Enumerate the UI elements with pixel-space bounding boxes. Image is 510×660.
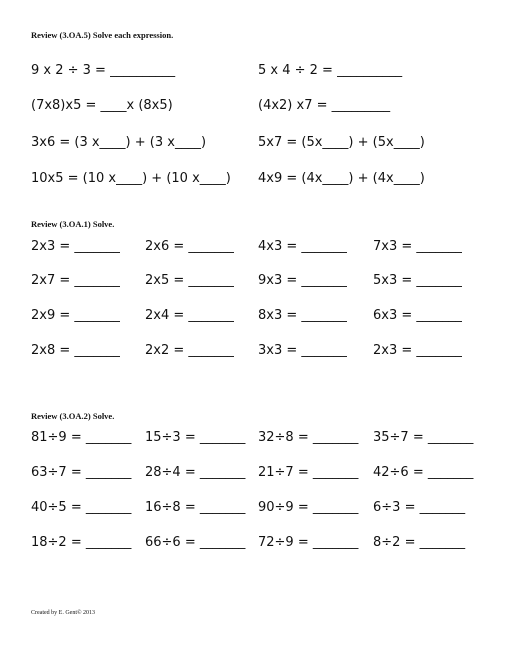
problem-3oa1-15: 3x3 = _______ bbox=[258, 343, 347, 358]
problem-3oa2-6: 28÷4 = _______ bbox=[145, 465, 246, 480]
problem-3oa1-14: 2x2 = _______ bbox=[145, 343, 234, 358]
problem-3oa2-3: 32÷8 = _______ bbox=[258, 430, 359, 445]
problem-3oa5-1: 9 x 2 ÷ 3 = __________ bbox=[31, 63, 176, 78]
problem-3oa5-2: 5 x 4 ÷ 2 = __________ bbox=[258, 63, 403, 78]
problem-3oa1-16: 2x3 = _______ bbox=[373, 343, 462, 358]
problem-3oa2-13: 18÷2 = _______ bbox=[31, 535, 132, 550]
problem-3oa1-7: 9x3 = _______ bbox=[258, 273, 347, 288]
problem-3oa2-7: 21÷7 = _______ bbox=[258, 465, 359, 480]
problem-3oa1-10: 2x4 = _______ bbox=[145, 308, 234, 323]
problem-3oa5-3: (7x8)x5 = ____x (8x5) bbox=[31, 98, 173, 113]
problem-3oa5-4: (4x2) x7 = _________ bbox=[258, 98, 391, 113]
problem-3oa1-3: 4x3 = _______ bbox=[258, 239, 347, 254]
problem-3oa2-9: 40÷5 = _______ bbox=[31, 500, 132, 515]
problem-3oa1-2: 2x6 = _______ bbox=[145, 239, 234, 254]
problem-3oa5-6: 5x7 = (5x____) + (5x____) bbox=[258, 135, 425, 150]
problem-3oa2-4: 35÷7 = _______ bbox=[373, 430, 474, 445]
problem-3oa2-15: 72÷9 = _______ bbox=[258, 535, 359, 550]
problem-3oa5-5: 3x6 = (3 x____) + (3 x____) bbox=[31, 135, 207, 150]
problem-3oa2-2: 15÷3 = _______ bbox=[145, 430, 246, 445]
problem-3oa1-4: 7x3 = _______ bbox=[373, 239, 462, 254]
problem-3oa1-9: 2x9 = _______ bbox=[31, 308, 120, 323]
problem-3oa2-11: 90÷9 = _______ bbox=[258, 500, 359, 515]
problem-3oa1-5: 2x7 = _______ bbox=[31, 273, 120, 288]
problem-3oa2-8: 42÷6 = _______ bbox=[373, 465, 474, 480]
problem-3oa5-7: 10x5 = (10 x____) + (10 x____) bbox=[31, 171, 231, 186]
copyright-footer: Created by E. Gent© 2013 bbox=[31, 610, 96, 616]
section-heading-3oa1: Review (3.OA.1) Solve. bbox=[31, 219, 115, 229]
problem-3oa2-1: 81÷9 = _______ bbox=[31, 430, 132, 445]
section-heading-3oa2: Review (3.OA.2) Solve. bbox=[31, 411, 115, 421]
problem-3oa1-12: 6x3 = _______ bbox=[373, 308, 462, 323]
problem-3oa1-8: 5x3 = _______ bbox=[373, 273, 462, 288]
problem-3oa1-11: 8x3 = _______ bbox=[258, 308, 347, 323]
problem-3oa2-16: 8÷2 = _______ bbox=[373, 535, 466, 550]
problem-3oa1-6: 2x5 = _______ bbox=[145, 273, 234, 288]
problem-3oa2-10: 16÷8 = _______ bbox=[145, 500, 246, 515]
section-heading-3oa5: Review (3.OA.5) Solve each expression. bbox=[31, 30, 174, 40]
problem-3oa5-8: 4x9 = (4x____) + (4x____) bbox=[258, 171, 425, 186]
problem-3oa2-14: 66÷6 = _______ bbox=[145, 535, 246, 550]
problem-3oa1-1: 2x3 = _______ bbox=[31, 239, 120, 254]
problem-3oa1-13: 2x8 = _______ bbox=[31, 343, 120, 358]
problem-3oa2-12: 6÷3 = _______ bbox=[373, 500, 466, 515]
problem-3oa2-5: 63÷7 = _______ bbox=[31, 465, 132, 480]
